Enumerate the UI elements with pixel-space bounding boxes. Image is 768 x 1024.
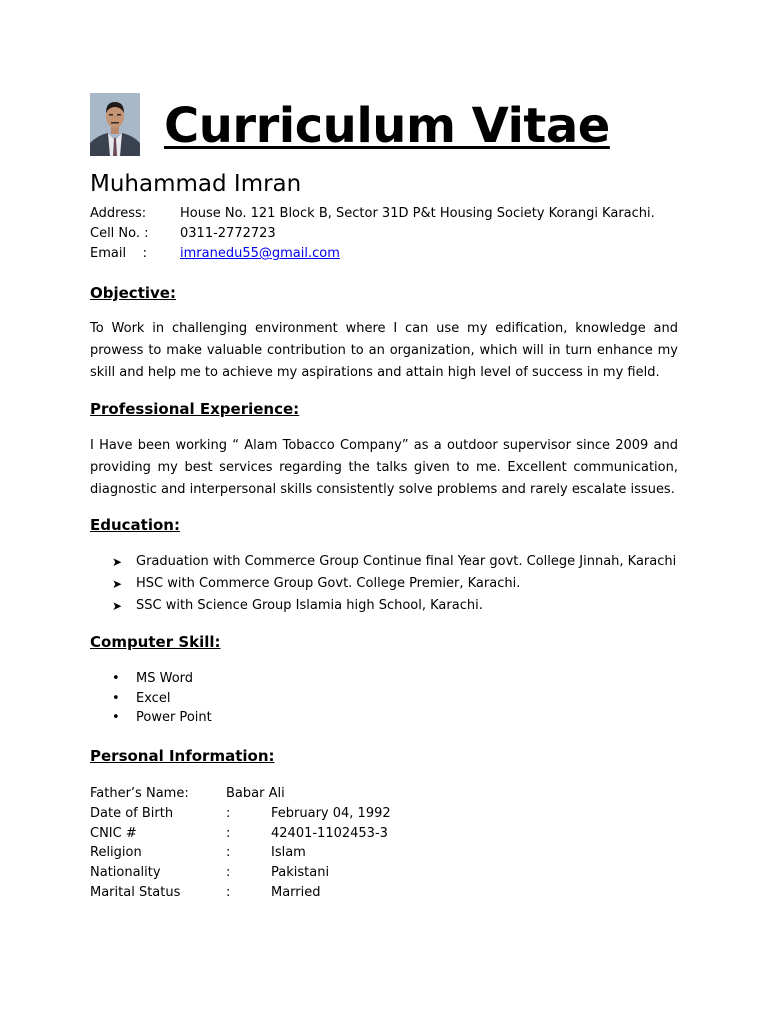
personal-row-father-name: [90, 784, 490, 804]
personal-separator: :: [226, 845, 231, 861]
skill-item-text: MS Word: [136, 671, 194, 686]
personal-row-religion: [90, 843, 490, 863]
contact-row-address: [90, 205, 690, 225]
cell-value: 0311-2772723: [180, 226, 276, 241]
personal-row-dob: [90, 804, 490, 824]
email-label: Email :: [90, 246, 147, 261]
skill-item-text: Power Point: [136, 710, 212, 725]
document-title: Curriculum Vitae: [164, 98, 610, 154]
education-item-text: Graduation with Commerce Group Continue final Year govt. College Jinnah, Karachi: [136, 554, 677, 569]
skills-heading: Computer Skill:: [90, 633, 221, 651]
objective-text: To Work in challenging environment where I can use my edification, knowledge and prowess to make valuable contribution to an organization, which will in turn enhance my skill and help me to achieve my aspirations and attain high level of success in my field.: [90, 321, 678, 380]
address-value: House No. 121 Block B, Sector 31D P&t Housing Society Korangi Karachi.: [180, 206, 655, 221]
personal-info-heading: Personal Information:: [90, 747, 275, 765]
personal-label: Date of Birth: [90, 805, 174, 821]
personal-value: Islam: [271, 845, 306, 861]
personal-label: Nationality: [90, 865, 161, 881]
personal-separator: :: [226, 825, 231, 841]
email-value-wrapper: [180, 245, 340, 263]
candidate-name: Muhammad Imran: [90, 171, 302, 197]
experience-heading: Professional Experience:: [90, 400, 300, 418]
personal-label: Marital Status: [90, 884, 181, 900]
round-bullet-icon: •: [112, 710, 120, 725]
education-item-text: HSC with Commerce Group Govt. College Premier, Karachi.: [136, 576, 521, 591]
education-item-text: SSC with Science Group Islamia high School, Karachi.: [136, 598, 483, 613]
round-bullet-icon: •: [112, 690, 120, 706]
skill-item-text: Excel: [136, 690, 171, 706]
contact-details: [90, 205, 690, 265]
experience-text: I Have been working “ Alam Tobacco Company” as a outdoor supervisor since 2009 and providing my best services regarding the talks given to me. Excellent communication, diagnostic and interpersonal skills consistently solve problems and rarely escalate issues.: [90, 438, 678, 497]
education-heading: Education:: [90, 516, 180, 534]
arrowhead-bullet-icon: ➤: [112, 599, 123, 613]
personal-separator: :: [226, 865, 231, 881]
person-photo-icon: [90, 93, 140, 156]
personal-row-marital-status: [90, 883, 490, 903]
personal-info-table: [90, 784, 490, 903]
personal-row-nationality: [90, 863, 490, 883]
personal-label: Father’s Name:: [90, 786, 189, 801]
personal-separator: :: [226, 805, 231, 821]
cell-label: Cell No. :: [90, 226, 149, 241]
profile-photo: [90, 93, 140, 156]
contact-row-cell: [90, 225, 690, 245]
personal-value: February 04, 1992: [271, 805, 391, 821]
personal-value: Married: [271, 884, 321, 900]
personal-separator: :: [226, 884, 231, 900]
personal-label: Religion: [90, 845, 142, 861]
personal-row-cnic: [90, 824, 490, 844]
address-label: Address:: [90, 206, 147, 221]
arrowhead-bullet-icon: ➤: [112, 577, 123, 591]
round-bullet-icon: •: [112, 671, 120, 686]
personal-label: CNIC #: [90, 825, 137, 841]
personal-value: Pakistani: [271, 865, 330, 881]
email-link[interactable]: imranedu55@gmail.com: [180, 246, 340, 261]
objective-heading: Objective:: [90, 284, 176, 302]
contact-row-email: [90, 245, 690, 265]
arrowhead-bullet-icon: ➤: [112, 555, 123, 569]
personal-value: 42401-1102453-3: [271, 825, 388, 841]
personal-value: Babar Ali: [226, 786, 285, 801]
